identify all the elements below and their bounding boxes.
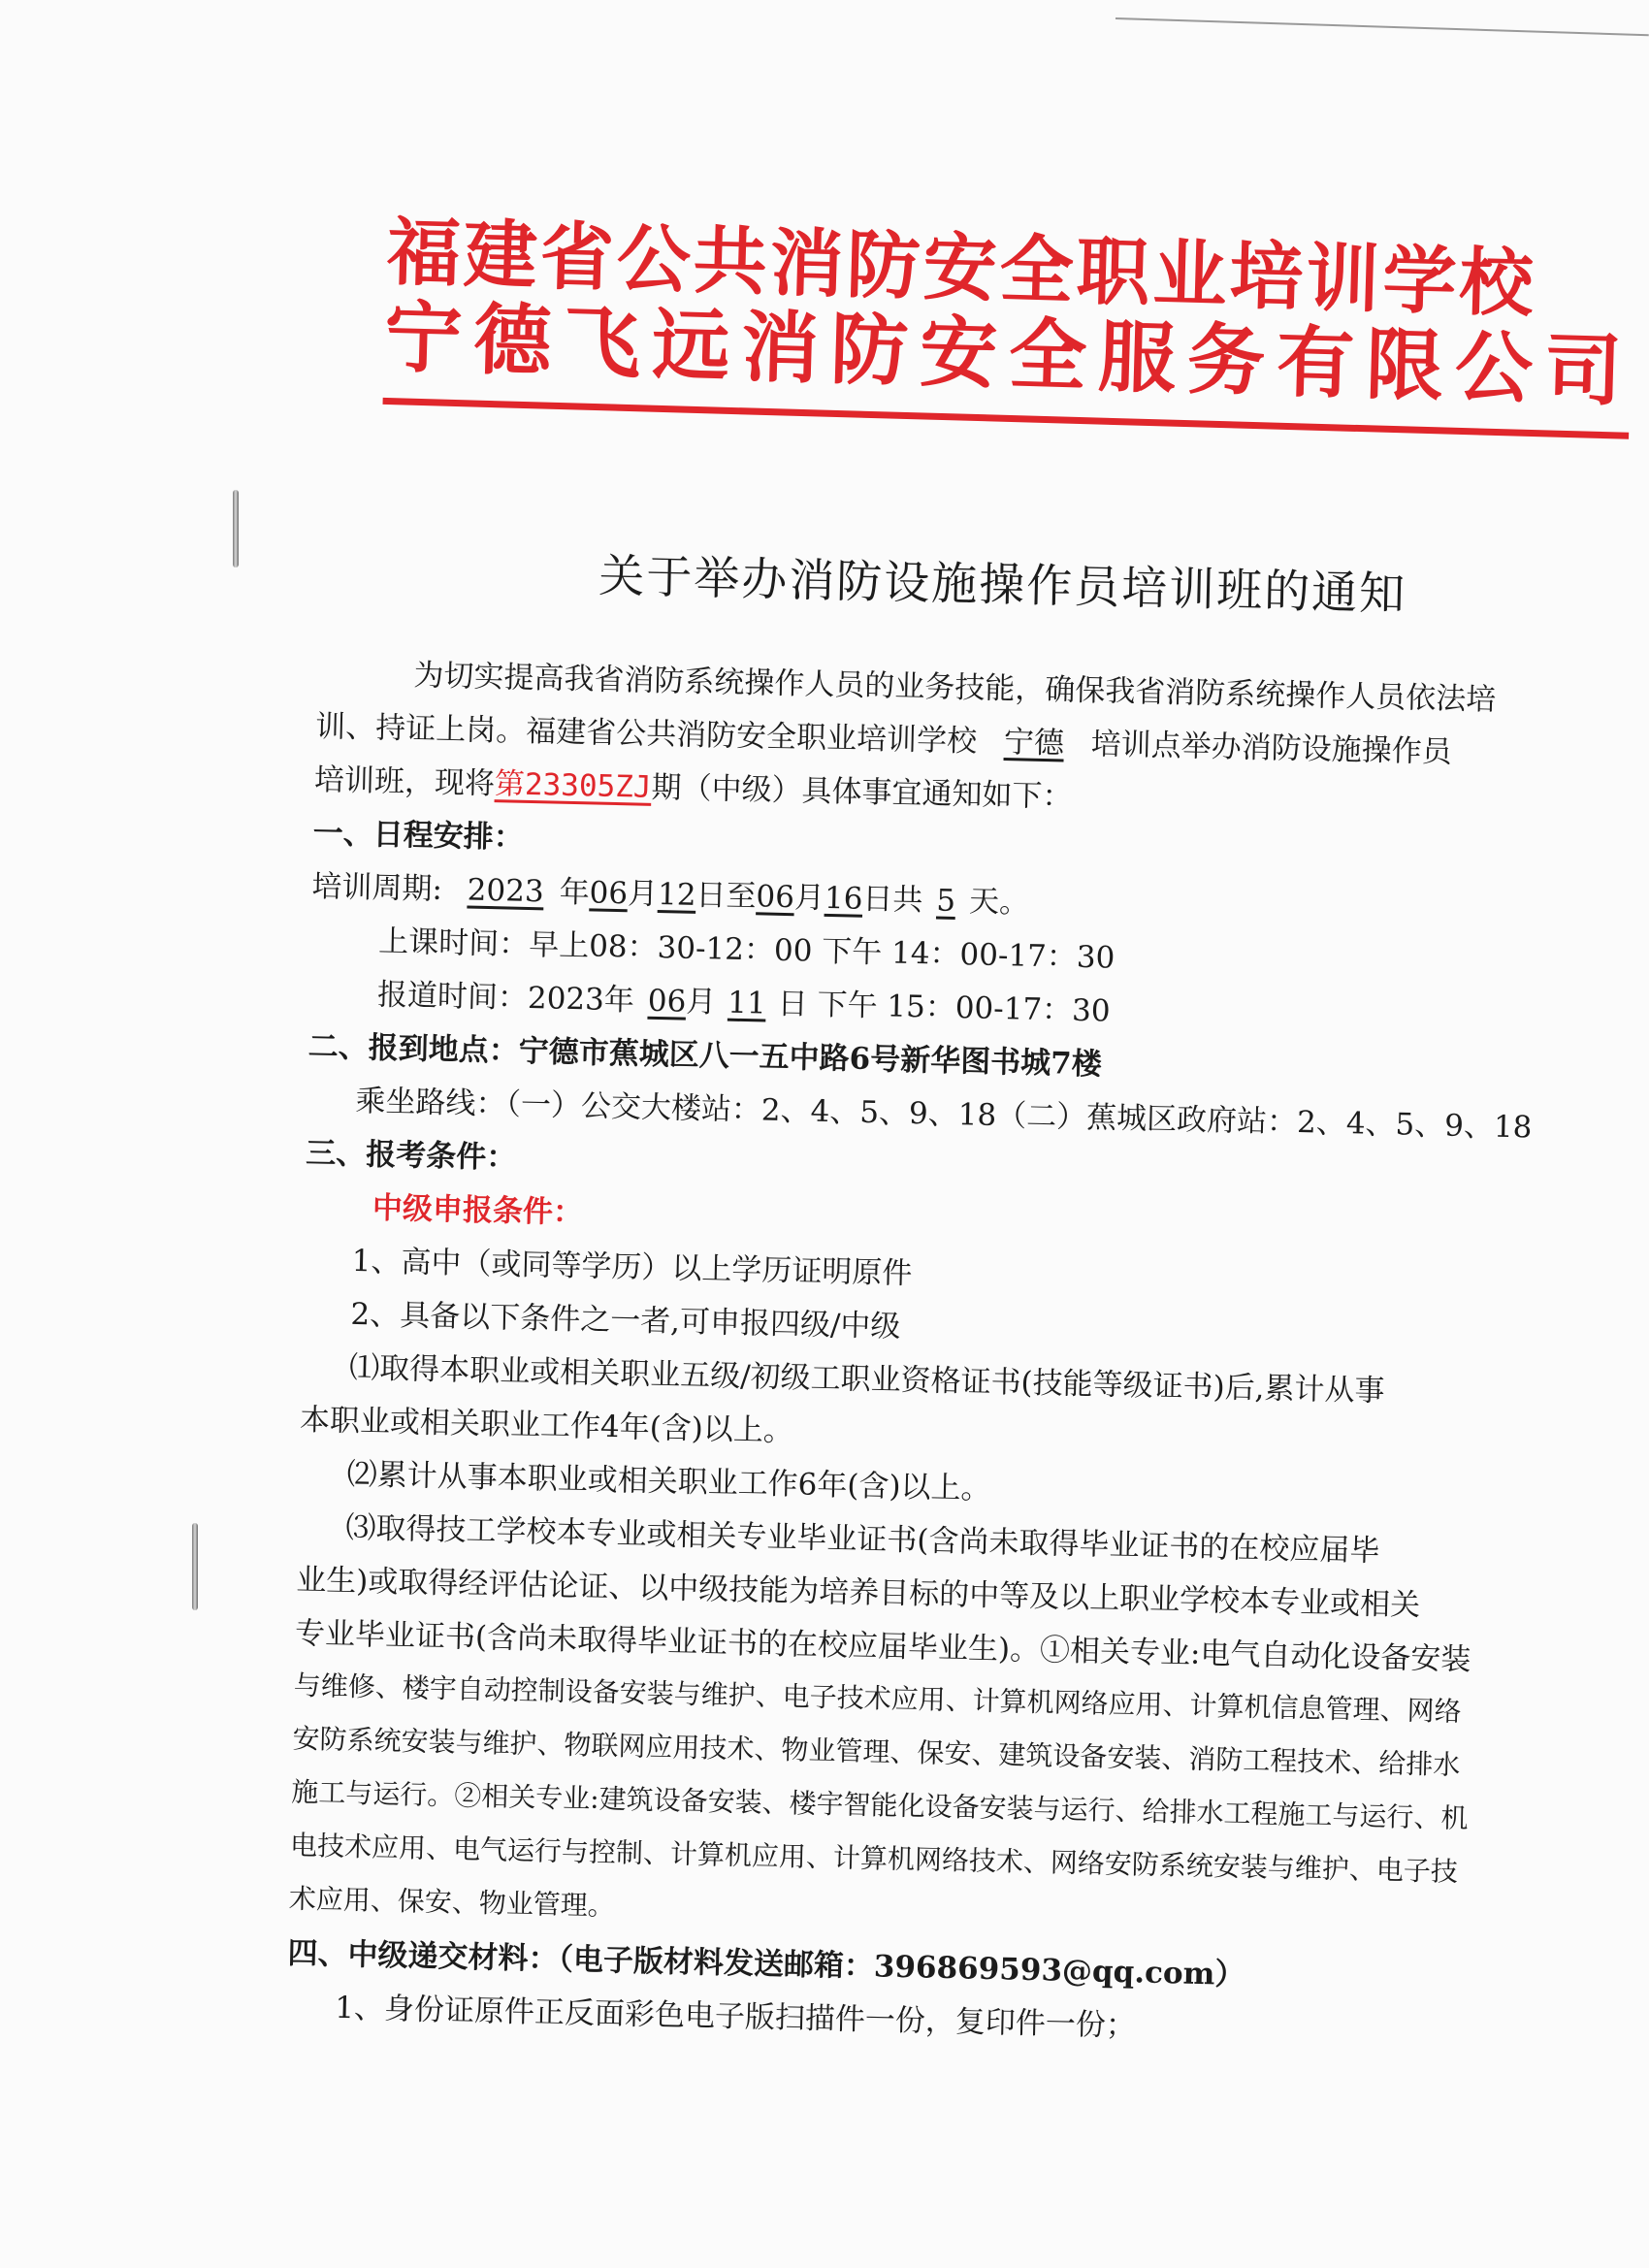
notice-body — [285, 524, 1609, 2075]
condition-3-line-c: 专业毕业证书(含尚未取得毕业证书的在校应届毕业生)。①相关专业:电气自动化设备安装 — [294, 1615, 1471, 1678]
period-text: 月 — [627, 876, 659, 912]
report-text: 月 — [685, 984, 717, 1021]
requirement-item-1: 1、高中（或同等学历）以上学历证明原件 — [351, 1243, 913, 1292]
period-text: 年 — [559, 874, 591, 911]
intro-text: 培训班，现将 — [313, 761, 496, 802]
location-heading: 二、报到地点：宁德市蕉城区八一五中路6号新华图书城7楼 — [307, 1028, 1103, 1083]
condition-2: ⑵累计从事本职业或相关职业工作6年(含)以上。 — [346, 1456, 991, 1507]
condition-3-line-g: 电技术应用、电气运行与控制、计算机应用、计算机网络技术、网络安防系统安装与维护、电子技 — [289, 1829, 1459, 1888]
condition-1-line-a: ⑴取得本职业或相关职业五级/初级工职业资格证书(技能等级证书)后,累计从事 — [348, 1349, 1385, 1409]
letterhead-school-name: 福建省公共消防安全职业培训学校 — [385, 209, 1537, 328]
end-day: 16 — [824, 880, 863, 917]
period-label: 培训周期: — [311, 868, 443, 907]
materials-item-1: 1、身份证原件正反面彩色电子版扫描件一份，复印件一份； — [334, 1990, 1137, 2044]
intro-text: 为切实提高我省消防系统操作人员的业务技能，确保我省消防系统操作人员依法培 — [413, 658, 1497, 718]
total-days: 5 — [935, 883, 956, 919]
class-time-line: 上课时间：早上08：30-12：00 下午 14：00-17：30 — [377, 923, 1116, 976]
condition-3-line-d: 与维修、楼宇自动控制设备安装与维护、电子技术应用、计算机网络应用、计算机信息管理、网络 — [293, 1669, 1462, 1729]
condition-3-line-h: 术应用、保安、物业管理。 — [288, 1882, 616, 1923]
condition-3-line-f: 施工与运行。②相关专业:建筑设备安装、楼宇智能化设备安装与运行、给排水工程施工与运行、机 — [290, 1775, 1469, 1835]
report-text: 日 下午 15：00-17：30 — [777, 986, 1111, 1029]
report-text: 报道时间：2023年 — [376, 977, 635, 1019]
intro-text: 培训点举办消防设施操作员 — [1090, 727, 1453, 770]
period-text: 天。 — [968, 884, 1030, 921]
start-day: 12 — [657, 877, 696, 913]
period-text: 日至 — [695, 877, 757, 915]
requirements-heading: 三、报考条件： — [305, 1135, 517, 1176]
condition-3-line-a: ⑶取得技工学校本专业或相关专业毕业证书(含尚未取得毕业证书的在校应届毕 — [345, 1509, 1380, 1570]
report-day: 11 — [727, 985, 767, 1021]
schedule-heading: 一、日程安排： — [312, 815, 525, 856]
condition-3-line-b: 业生)或取得经评估论证、以中级技能为培养目标的中等及以上职业学校本专业或相关 — [295, 1562, 1421, 1624]
materials-heading: 四、中级递交材料：（电子版材料发送邮箱：396869593@qq.com） — [287, 1935, 1245, 1993]
report-month: 06 — [647, 983, 687, 1020]
intro-text: 训、持证上岗。福建省公共消防安全职业培训学校 — [314, 708, 978, 760]
period-text: 日共 — [861, 881, 923, 919]
class-period-number: 第23305ZJ — [494, 766, 652, 805]
letterhead — [383, 209, 1639, 439]
start-month: 06 — [589, 875, 629, 912]
condition-3-line-e: 安防系统安装与维护、物联网应用技术、物业管理、保安、建筑设备安装、消防工程技术、给排水 — [292, 1722, 1461, 1781]
staple-mark — [192, 1523, 198, 1610]
end-month: 06 — [756, 879, 795, 916]
letterhead-company-name: 宁德飞远消防安全服务有限公司 — [383, 291, 1635, 417]
intermediate-requirements-heading: 中级申报条件： — [372, 1190, 584, 1231]
period-text: 月 — [793, 880, 825, 916]
training-location: 宁德 — [1003, 725, 1065, 761]
intro-text: 期（中级）具体事宜通知如下： — [651, 769, 1073, 815]
bus-route-line: 乘坐路线：（一）公交大楼站：2、4、5、9、18（二）蕉城区政府站：2、4、5、9、18 — [355, 1083, 1533, 1146]
notice-title: 关于举办消防设施操作员培训班的通知 — [598, 549, 1407, 622]
requirement-item-2: 2、具备以下条件之一者,可申报四级/中级 — [350, 1296, 901, 1345]
scan-edge-line — [1116, 17, 1649, 36]
staple-mark — [233, 490, 239, 567]
condition-1-line-b: 本职业或相关职业工作4年(含)以上。 — [299, 1402, 794, 1449]
period-year: 2023 — [467, 872, 545, 910]
